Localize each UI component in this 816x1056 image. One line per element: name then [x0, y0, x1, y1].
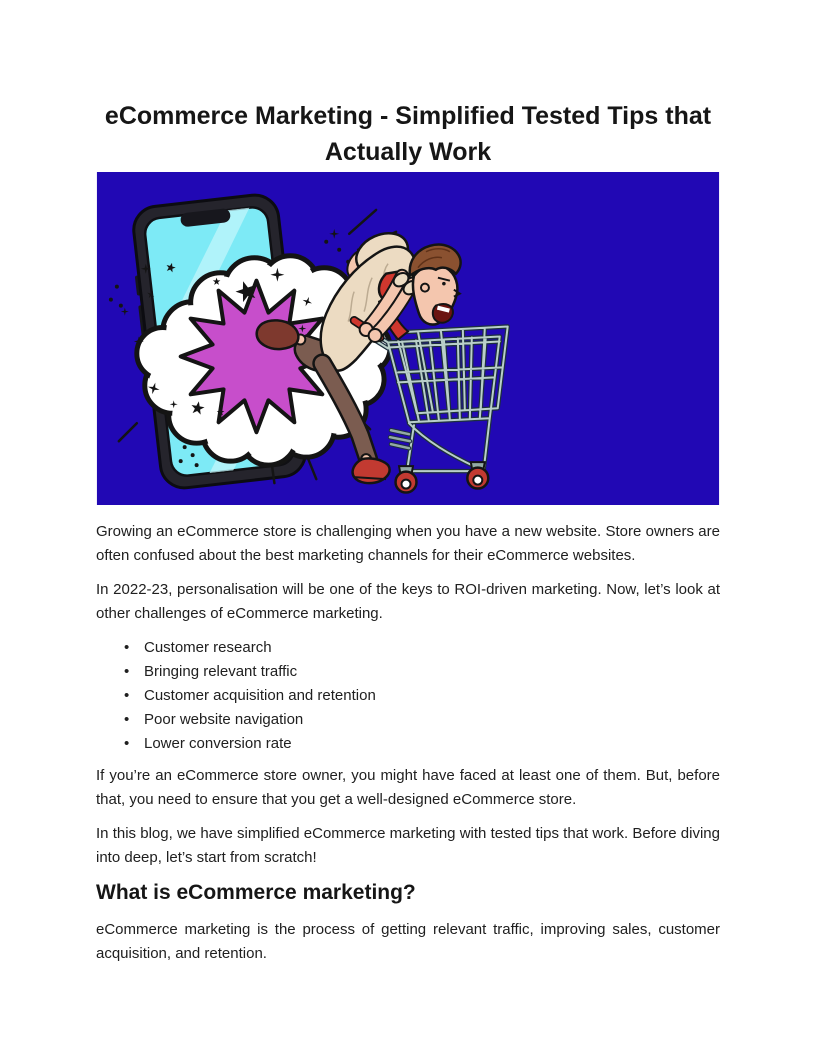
list-item: • Customer acquisition and retention — [144, 684, 720, 708]
hero-illustration — [96, 172, 720, 505]
list-item: • Poor website navigation — [144, 708, 720, 732]
shopper-head — [410, 245, 461, 325]
paragraph-intro: Growing an eCommerce store is challenging when you have a new website. Store owners are often confused about the best marketing channels for their eCommerce websites. — [96, 523, 720, 564]
page-title-line-2: Actually Work — [324, 138, 492, 166]
page-title — [96, 98, 720, 170]
list-item: • Lower conversion rate — [144, 732, 720, 756]
list-item: • Bringing relevant traffic — [144, 660, 720, 684]
paragraph-blog-promise: In this blog, we have simplified eCommerce marketing with tested tips that work. Before diving into deep, let’s start from scratch! — [96, 825, 720, 866]
page-title-line-1: eCommerce Marketing - Simplified Tested Tips that — [104, 102, 712, 130]
list-item: • Customer research — [144, 636, 720, 660]
section-heading: What is eCommerce marketing? — [96, 881, 416, 904]
paragraph-personalisation: In 2022-23, personalisation will be one of the keys to ROI-driven marketing. Now, let’s look at other challenges of eCommerce marketing. — [96, 581, 720, 622]
paragraph-definition: eCommerce marketing is the process of getting relevant traffic, improving sales, customer acquisition, and retention. — [96, 921, 720, 962]
paragraph-store-owner: If you’re an eCommerce store owner, you might have faced at least one of them. But, before that, you need to ensure that you get a well-designed eCommerce store. — [96, 767, 720, 808]
challenges-bullet-list — [96, 636, 720, 756]
hero-image — [96, 172, 720, 505]
